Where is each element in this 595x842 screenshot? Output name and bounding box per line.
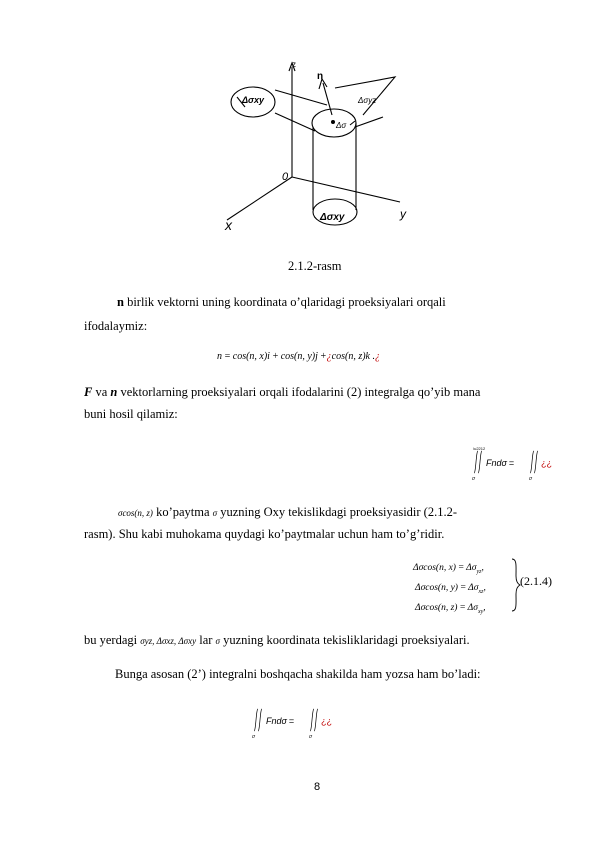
svg-text:σ: σ	[472, 476, 476, 482]
svg-text:\u2212: \u2212	[473, 446, 486, 451]
equation-3-graphic	[250, 701, 340, 741]
paragraph-3-line-1: σcos(n, z) ko’paytma σ yuzning Oxy tekislikdagi proeksiyasidir (2.1.2-	[118, 505, 458, 519]
equation-system	[413, 560, 486, 620]
system-row-2: Δσcos(n, $y) = \Delta\sigma_{xz}$,	[415, 582, 486, 595]
svg-text:σ: σ	[529, 476, 533, 482]
label-sxy-left: Δσxy	[242, 95, 265, 105]
svg-text:¿¿: ¿¿	[541, 458, 552, 468]
vector-n: n	[117, 295, 124, 309]
equation-2	[470, 443, 560, 488]
label-y: y	[400, 207, 406, 221]
equation-3	[250, 701, 340, 746]
paragraph-1-line-1: n birlik vektorni uning koordinata o’qlaridagi proeksiyalari orqali	[117, 295, 446, 309]
paragraph-5: Bunga asosan (2’) integralni boshqacha shakilda ham yozsa ham bo’ladi:	[115, 667, 481, 681]
formula-sigma-cos: σcos(n, z)	[118, 508, 153, 518]
equation-2-graphic	[470, 443, 560, 483]
svg-text:Fndσ =: Fndσ =	[266, 716, 294, 726]
label-sigma: Δσ	[336, 121, 347, 130]
svg-text:¿¿: ¿¿	[321, 716, 332, 726]
equation-number: (2.1.4)	[520, 574, 552, 588]
label-origin: 0	[282, 171, 289, 183]
svg-text:σ: σ	[309, 734, 313, 740]
label-sxy-bottom: Δσxy	[320, 212, 345, 223]
figure-2-1-2	[215, 55, 405, 245]
vector-n: n	[110, 385, 118, 399]
svg-text:Fndσ =: Fndσ =	[486, 458, 514, 468]
system-row-1: Δσcos(n, $x) = \Delta\sigma_{yz}$,	[413, 563, 484, 575]
system-row-3: Δσcos(n, $z) = \Delta\sigma_{xy}$,	[415, 602, 486, 615]
paragraph-4: bu yerdagi σyz, Δσxz, Δσxy lar σ yuzning koordinata tekisliklaridagi proeksiyalari.	[84, 633, 470, 647]
vector-F: F	[84, 385, 93, 399]
svg-text:σ: σ	[252, 734, 256, 740]
paragraph-3-line-2: rasm). Shu kabi muhokama quydagi ko’paytmalar uchun ham to’g’ridir.	[84, 527, 445, 541]
label-n: n	[317, 71, 324, 82]
label-z: z	[292, 60, 296, 69]
page-number: 8	[314, 781, 321, 793]
paragraph-2-line-2: buni hosil qilamiz:	[84, 407, 178, 421]
formula-projections: σyz, Δσxz, Δσxy	[140, 636, 197, 646]
label-x: x	[225, 217, 232, 233]
paragraph-1-line-2: ifodalaymiz:	[84, 319, 148, 333]
label-syz: Δσyz	[358, 96, 377, 105]
equation-1: n = cos(n, x)i + cos(n, y)j +¿cos(n, z)k .¿	[217, 351, 380, 362]
figure-caption: 2.1.2-rasm	[288, 259, 342, 273]
paragraph-2-line-1: F va n vektorlarning proeksiyalari orqali ifodalarini (2) integralga qo’yib mana	[84, 385, 481, 399]
